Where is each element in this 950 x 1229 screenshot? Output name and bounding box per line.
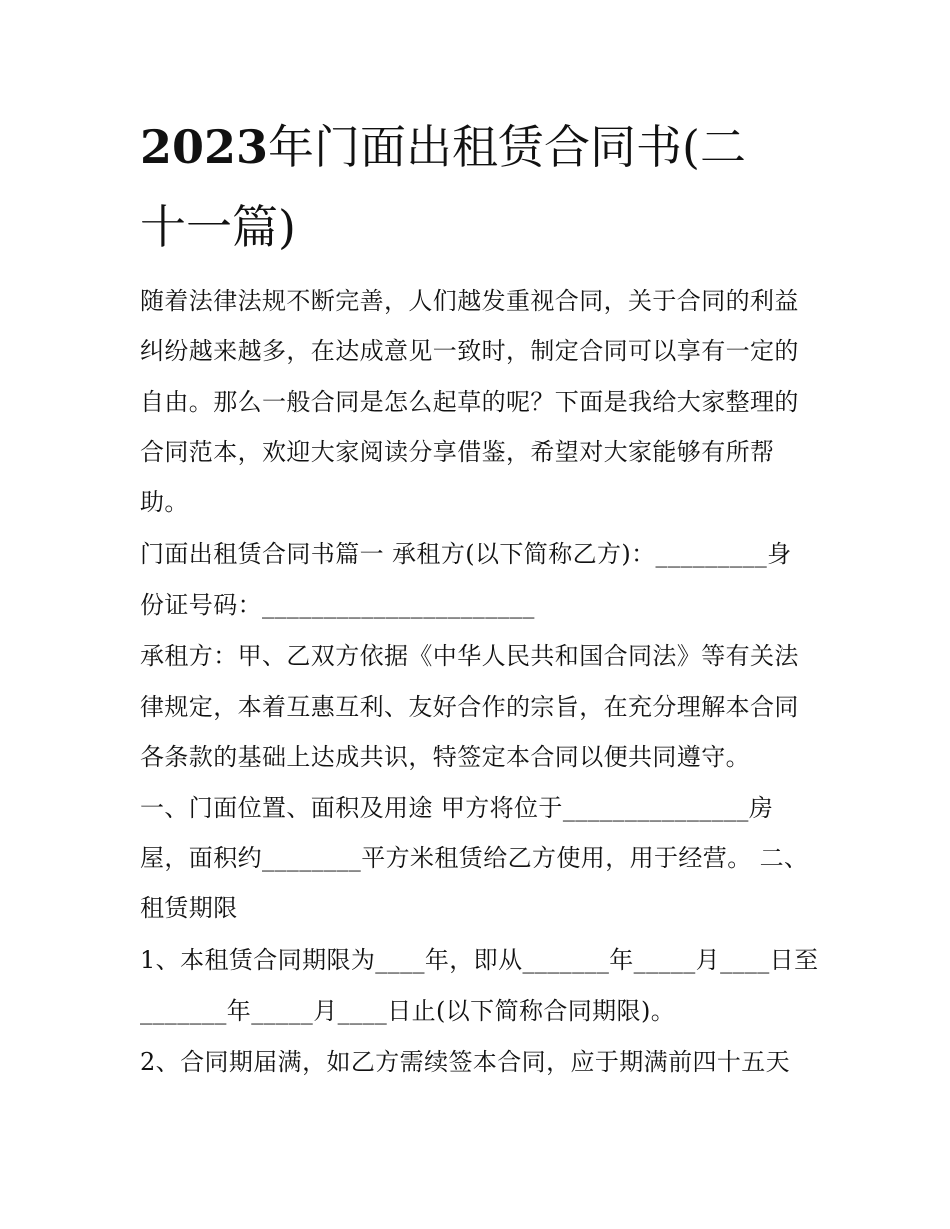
intro-line-1: 随着法律法规不断完善，人们越发重视合同，关于合同的利益 bbox=[140, 287, 799, 315]
title-year: 2023 bbox=[140, 120, 269, 174]
title-text: 年门面出租赁合同书(二 bbox=[268, 120, 746, 174]
renewal-line: 2、合同期届满，如乙方需续签本合同，应于期满前四十五天 bbox=[140, 1048, 791, 1076]
section-heading-line: 门面出租赁合同书篇一 承租方(以下简称乙方)：_________身 bbox=[140, 540, 792, 568]
intro-line-3: 自由。那么一般合同是怎么起草的呢？下面是我给大家整理的 bbox=[140, 388, 799, 416]
preamble-line-2: 律规定，本着互惠互利、友好合作的宗旨，在充分理解本合同 bbox=[140, 693, 799, 721]
id-number-line: 份证号码：______________________ bbox=[140, 591, 535, 619]
intro-line-5: 助。 bbox=[140, 488, 189, 516]
clause-1-line-2: 屋，面积约________平方米租赁给乙方使用，用于经营。 二、 bbox=[140, 844, 809, 872]
term-line-1: 1、本租赁合同期限为____年，即从_______年_____月____日至 bbox=[140, 946, 819, 974]
intro-line-2: 纠纷越来越多，在达成意见一致时，制定合同可以享有一定的 bbox=[140, 337, 799, 365]
document-title-line-1 bbox=[140, 108, 800, 186]
preamble-line-3: 各条款的基础上达成共识，特签定本合同以便共同遵守。 bbox=[140, 743, 750, 771]
clause-2-heading: 租赁期限 bbox=[140, 894, 238, 922]
term-line-2: _______年_____月____日止(以下简称合同期限)。 bbox=[140, 997, 676, 1025]
intro-line-4: 合同范本，欢迎大家阅读分享借鉴，希望对大家能够有所帮 bbox=[140, 438, 775, 466]
document-title-line-2: 十一篇) bbox=[140, 200, 296, 254]
preamble-line-1: 承租方：甲、乙双方依据《中华人民共和国合同法》等有关法 bbox=[140, 642, 799, 670]
clause-1-line-1: 一、门面位置、面积及用途 甲方将位于_______________房 bbox=[140, 794, 774, 822]
